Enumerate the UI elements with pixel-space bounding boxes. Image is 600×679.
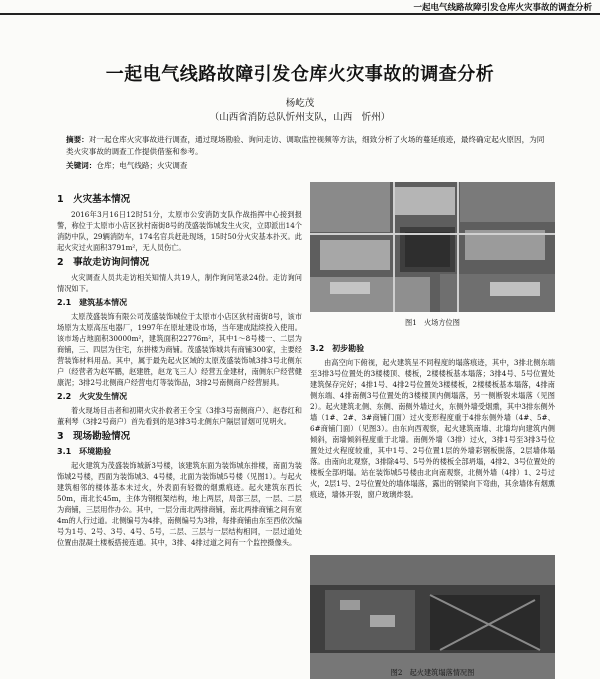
left-column xyxy=(57,190,302,550)
abstract-text: 对一起仓库火灾事故进行调查，通过现场勘验、询问走访、调取监控视频等方法，细致分析了火场的蔓延痕迹，最终确定起火原因，为同类火灾事故的调查工作提供借鉴和参考。 xyxy=(66,135,545,156)
figure-2-collapse-photo xyxy=(310,555,555,679)
paragraph: 着火现场目击者和初期火灾扑救者王令宝（3排3号南侧商户）、赵春红和董利琴（3排2号商户）首先看到的是3排3号北侧东户隔层冒烟可见明火。 xyxy=(57,406,302,426)
right-column xyxy=(310,340,555,502)
paragraph: 火灾调查人员共走访相关知情人共19人，制作询问笔录24份。走访询问情况如下。 xyxy=(57,273,302,293)
section-heading: 1 火灾基本情况 xyxy=(57,194,131,205)
section-heading: 3 现场勘验情况 xyxy=(57,431,131,442)
paragraph: 太原茂盛装饰有限公司茂盛装饰城位于太原市小店区狄村南街8号，该市场原为太原高压电器厂，1997年在原址建设市场，当年建成陆续投入使用。该市场占地面积30000m²，建筑面积22776m²，其中1～8号楼一、二层为商铺，三、四层为住宅，东拼楼为商铺。茂盛装饰城共有商铺300家，主要经营装饰材料用品。其中，属于最先起火区域的太原茂盛装饰城3排3号北侧东户（经营者为赵军鹏，赵建胜，赵龙飞三人）经营五金建材，南侧东户经营健康泥；3排2号北侧商户经营电灯等装饰品，3排2号南侧商户经营厨具。 xyxy=(57,312,302,387)
subsection-heading: 2.1 建筑基本情况 xyxy=(57,298,128,307)
aerial-photo-image xyxy=(310,182,555,312)
running-head-title: 一起电气线路故障引发仓库火灾事故的调查分析 xyxy=(413,3,592,13)
collapse-photo-image xyxy=(310,555,555,679)
paragraph: 由高空向下俯视，起火建筑呈不同程度的塌落痕迹，其中，3排北侧东端至3排3号位置处的3楼楼顶、楼板，2楼楼板基本塌落；3排4号、5号位置处建筑保存完好；4排1号、4排2号位置处3楼楼板，2楼楼板基本塌落，4排南侧东端、4排南侧3号位置处的3楼楼顶内侧塌落，另一侧断裂未塌落（见图2）。起火建筑北侧、东侧、南侧外墙过火，东侧外墙受烟熏，其中3排东侧外墙（1#、2#、3#商铺门面）过火变形程度重于4排东侧外墙（4#、5#、6#商铺门面）（见图3）。由东向西观察，起火建筑南墙、北墙均向建筑内侧倾斜，南墙倾斜程度重于北墙。南侧外墙（3排）过火，3排1号至3排3号位置处过火程度较重，其中1号、2号位置1层的外墙彩钢板脱落，2层墙体塌落。由南向北观察，3排除4号、5号外的楼板全部坍塌，4排2、3号位置处的楼板全部坍塌。站在装饰城5号楼由北向南观察，北侧外墙（4排）1、2号过火，2层1号、2号位置处的墙体塌落，露出的钢梁向下弯曲，其余墙体有烟熏痕迹，墙体开裂，窗户玻璃炸裂。 xyxy=(310,358,555,499)
abstract-label: 摘要： xyxy=(66,135,89,144)
paragraph: 起火建筑为茂盛装饰城新3号楼，该建筑东面为装饰城东排楼，南面为装饰城2号楼，西面为装饰城3、4号楼，北面为装饰城5号楼（见图1）。与起火建筑相邻的楼体基本未过火，外表面有轻微的烟熏痕迹。起火建筑东西长50m，南北长45m，主体为钢框架结构，地上两层，局部三层，一层、二层为商铺，三层用作办公。其中，一层分南北两排商铺，南北两排商铺之间有宽4m的人行过道。北侧编号为4排，南侧编号为3排，每排商铺由东至西依次编号为1号、2号、3号、4号、5号，二层、三层与一层结构相同，一层过道处位置由混凝土楼板搭接连通。其中，3排、4排过道之间有一个监控摄像头。 xyxy=(57,461,302,547)
figure-2-caption: 图2 起火建筑塌落情况图 xyxy=(390,668,475,677)
abstract xyxy=(66,134,546,158)
subsection-heading: 3.2 初步勘验 xyxy=(310,344,365,353)
keywords-label: 关键词： xyxy=(66,161,97,170)
section-heading: 2 事故走访询问情况 xyxy=(57,257,150,268)
article-title: 一起电气线路故障引发仓库火灾事故的调查分析 xyxy=(105,64,495,85)
figure-1-aerial-photo xyxy=(310,182,555,312)
keywords xyxy=(66,160,546,171)
paragraph: 2016年3月16日12时51分，太原市公安消防支队作战指挥中心接到报警，称位于太原市小店区狄村南街8号的茂盛装饰城发生火灾，立即派出14个消防中队，29辆消防车，174名官兵赶赴现场，15时50分火灾基本扑灭。此起火灾过火面积3791m²，无人员伤亡。 xyxy=(57,210,302,252)
author-name: 杨屹茂 xyxy=(285,98,315,109)
running-header xyxy=(0,0,600,15)
author-affiliation: （山西省消防总队忻州支队，山西 忻州） xyxy=(209,112,391,123)
subsection-heading: 2.2 火灾发生情况 xyxy=(57,392,128,401)
keywords-text: 仓库；电气线路；火灾调查 xyxy=(96,161,188,170)
figure-1-caption: 图1 火场方位图 xyxy=(405,318,460,327)
subsection-heading: 3.1 环境勘验 xyxy=(57,447,112,456)
